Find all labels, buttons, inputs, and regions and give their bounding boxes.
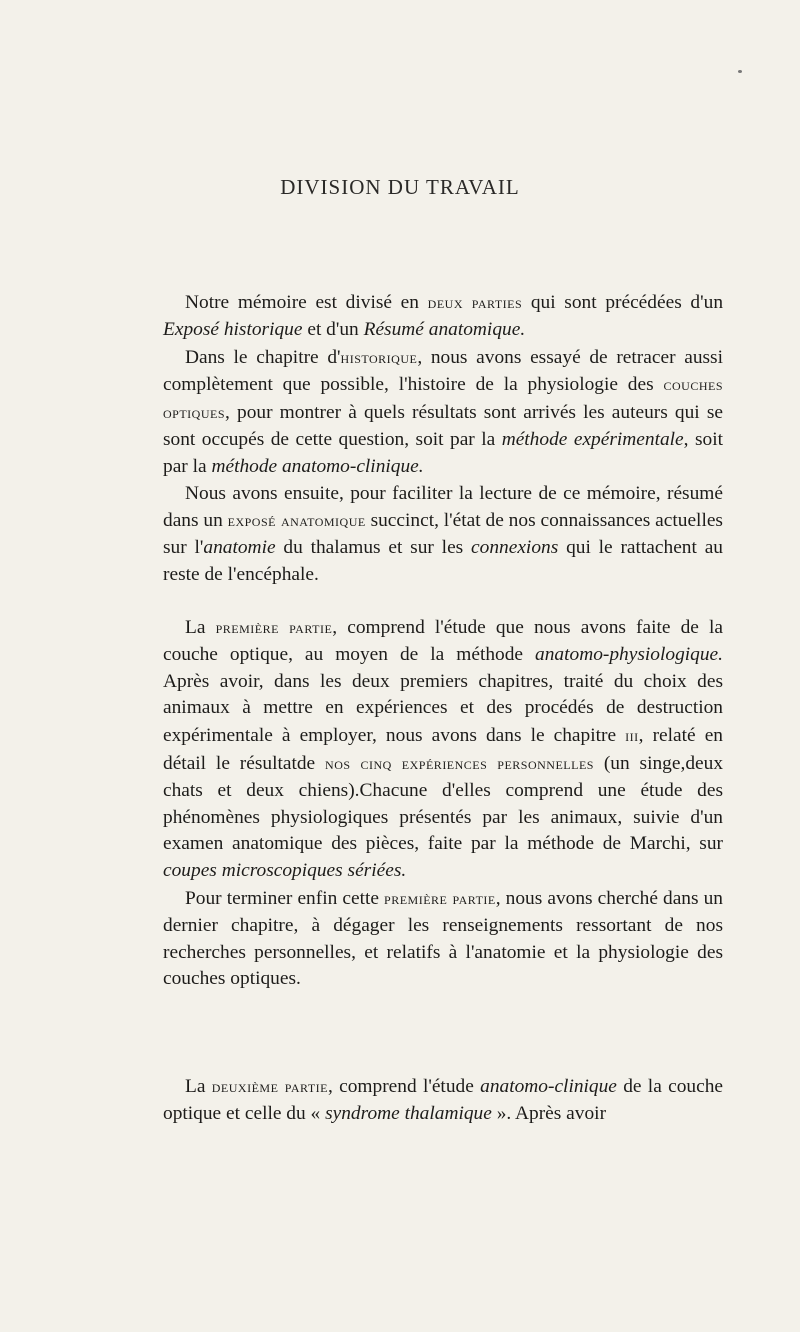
italic-run: coupes microscopiques sériées. (163, 860, 407, 882)
text-run: , soit par la (163, 428, 723, 477)
text-run: du thalamus et sur les (275, 537, 472, 559)
small-caps-run: historique (340, 346, 418, 367)
intro-sentence-3 (163, 481, 723, 589)
small-caps-run: couches optiques (163, 374, 723, 423)
small-caps-run: deux parties (427, 292, 523, 312)
text-run: La (185, 617, 216, 638)
text-run: ». Après avoir (491, 1102, 607, 1124)
text-run: , relaté en détail le résultatde (163, 725, 723, 774)
intro-paragraph (163, 289, 723, 589)
italic-run: anatomo-physiologique. (535, 643, 723, 665)
italic-run: Résumé anatomique. (363, 318, 526, 340)
text-run: , comprend l'étude que nous avons faite de la couche optique, au moyen de la méthode (163, 617, 723, 665)
paper-speck (738, 70, 742, 73)
intro-sentence-2 (163, 344, 723, 481)
italic-run: méthode expérimentale (501, 428, 684, 450)
text-run: Nous avons ensuite, pour faciliter la lecture de ce mémoire, résumé dans un (163, 482, 723, 532)
part1-block-1 (163, 614, 723, 885)
text-run: Pour terminer enfin cette (185, 887, 385, 909)
small-caps-run: exposé anatomique (227, 510, 366, 531)
text-run: qui le rattachent au reste de l'encéphale. (163, 537, 723, 585)
text-run: Dans le chapitre d' (185, 346, 341, 368)
small-caps-run: deuxième partie (211, 1076, 328, 1096)
text-run: (un singe,deux chats et deux chiens).Chacune d'elles comprend une étude des phénomènes physiologiques présentés par les animaux, suivie d'un examen anatomique des pièces, faite par la méthode de Marchi, sur (163, 752, 724, 855)
small-caps-run: première partie (384, 887, 496, 908)
text-run: , comprend l'étude (327, 1076, 481, 1097)
italic-run: syndrome thalamique (325, 1102, 492, 1124)
page-title: DIVISION DU TRAVAIL (280, 175, 520, 199)
text-run: , nous avons cherché dans un dernier chapitre, à dégager les renseignements ressortant de nos recherches personnelles, et relatifs à l'anatomie et la physiologie des couches optiques. (163, 887, 724, 990)
text-run: qui sont précédées d'un (522, 292, 724, 313)
italic-run: connexions (471, 537, 559, 559)
small-caps-run: iii (625, 725, 639, 746)
text-run: de la couche optique et celle du « (163, 1076, 723, 1124)
text-run: La (185, 1076, 212, 1097)
italic-run: anatomie (203, 537, 276, 559)
part2-paragraph (163, 1073, 723, 1128)
part2-block-1 (163, 1073, 723, 1128)
text-run: Notre mémoire est divisé en (185, 292, 428, 313)
italic-run: anatomo-clinique (480, 1076, 617, 1097)
italic-run: Exposé historique (163, 318, 303, 340)
part1-paragraph (163, 614, 723, 993)
text-run: , pour montrer à quels résultats sont arrivés les auteurs qui se sont occupés de cette question, soit par la (163, 402, 723, 450)
text-run: et d'un (302, 318, 364, 340)
part1-block-2 (163, 885, 723, 993)
small-caps-run: nos cinq expériences personnelles (325, 752, 594, 773)
intro-sentence-1 (163, 289, 723, 344)
text-run: Après avoir, dans les deux premiers chapitres, traité du choix des animaux à mettre en expériences et des procédés de destruction expérimentale à employer, nous avons dans le chapitre (163, 670, 723, 747)
small-caps-run: première partie (215, 617, 333, 637)
text-run: succinct, l'état de nos connaissances actuelles sur l' (163, 510, 723, 559)
italic-run: méthode anatomo-clinique. (211, 455, 424, 477)
text-run: , nous avons essayé de retracer aussi complètement que possible, l'histoire de la physiologie des (163, 346, 723, 396)
